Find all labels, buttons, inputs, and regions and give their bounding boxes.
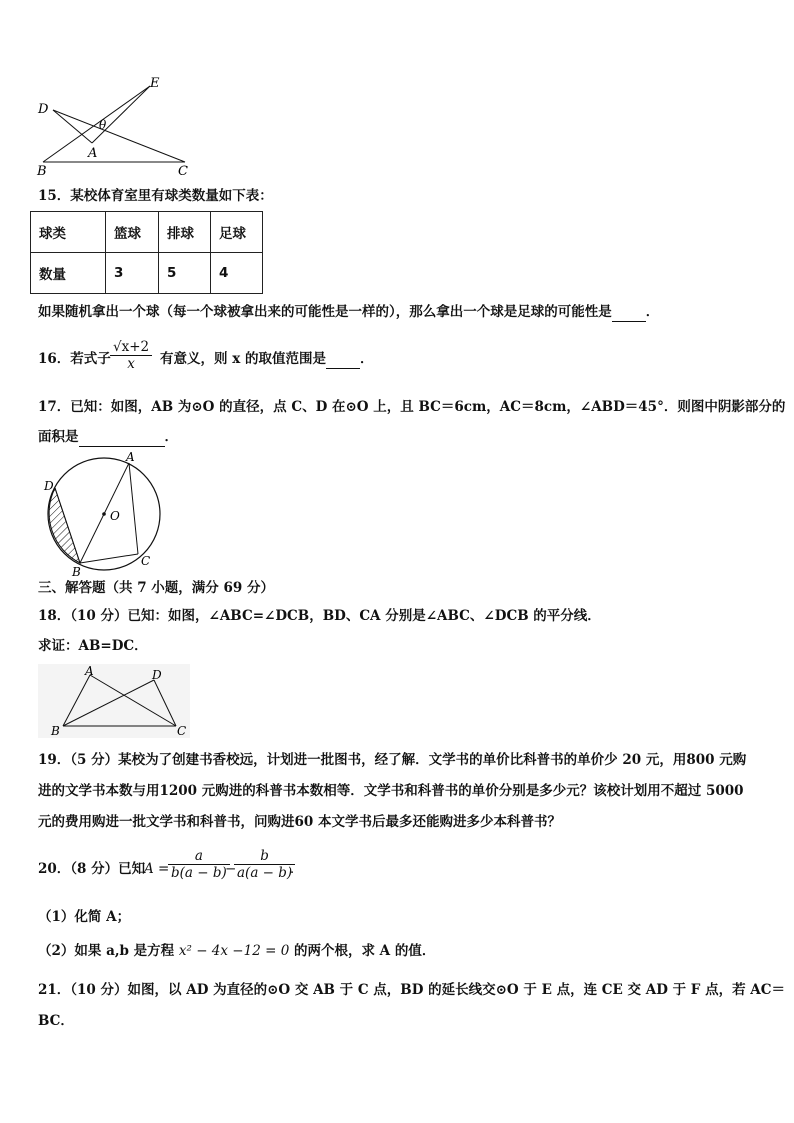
label-C: C — [141, 554, 151, 568]
circle-figure-q17 — [38, 450, 168, 580]
table-cell: 5 — [159, 253, 211, 294]
line2-prefix: 面积是 — [38, 429, 79, 445]
label-D: D — [38, 102, 49, 117]
end-mark: ． — [290, 861, 304, 877]
fraction-denominator: a(a − b) — [237, 865, 293, 881]
question-20-sub2 — [38, 942, 435, 960]
fraction-numerator: b — [234, 848, 295, 865]
label-D: D — [152, 668, 162, 682]
variable-A-equals: A = — [144, 861, 170, 877]
question-17-line2 — [38, 428, 178, 447]
label-D: D — [44, 479, 54, 493]
question-21-line2: BC． — [38, 1013, 74, 1029]
label-A: A — [88, 146, 98, 161]
question-20-prefix: 20．（8 分）已知 — [38, 861, 146, 877]
table-row-label: 数量 — [31, 253, 106, 294]
label-A: A — [85, 664, 94, 678]
table-cell: 4 — [211, 253, 263, 294]
end-mark: ． — [645, 304, 660, 320]
question-15-followup — [38, 303, 659, 322]
label-B: B — [51, 724, 60, 738]
question-18-line2: 求证：AB=DC． — [38, 638, 148, 654]
suffix-text: 有意义，则 x 的取值范围是 — [160, 351, 326, 367]
answer-blank — [79, 428, 165, 447]
table-row — [31, 253, 263, 294]
label-theta: θ — [99, 118, 107, 132]
fraction-a-over — [168, 848, 230, 881]
section-3-title: 三、解答题（共 7 小题，满分 69 分） — [38, 580, 274, 596]
answer-blank — [326, 350, 360, 369]
question-15-text: 15．某校体育室里有球类数量如下表： — [38, 188, 273, 204]
followup-text: 如果随机拿出一个球（每一个球被拿出来的可能性是一样的），那么拿出一个球是足球的可能性是 — [38, 304, 612, 320]
fraction-numerator: a — [168, 848, 230, 865]
fraction-denominator: x — [127, 356, 135, 372]
question-16-suffix — [160, 350, 373, 369]
geometry-figure-q18 — [38, 664, 190, 738]
fraction-b-over — [234, 848, 295, 881]
question-21-line1: 21．（10 分）如图，以 AD 为直径的⊙O 交 AB 于 C 点，BD 的延长线交⊙O 于 E 点，连 CE 交 AD 于 F 点，若 AC＝ — [38, 982, 786, 998]
question-18-line1: 18．（10 分）已知：如图，∠ABC=∠DCB，BD、CA 分别是∠ABC、∠DCB 的平分线． — [38, 608, 601, 624]
ball-count-table — [30, 211, 263, 294]
table-header-cell: 足球 — [211, 212, 263, 253]
end-mark: ． — [164, 429, 178, 445]
question-20-sub1: （1）化简 A； — [38, 909, 131, 925]
table-header-cell: 篮球 — [106, 212, 159, 253]
label-O: O — [110, 509, 120, 523]
question-16-prefix: 16．若式子 — [38, 351, 111, 367]
table-header-cell: 排球 — [159, 212, 211, 253]
geometry-figure-q14 — [30, 72, 210, 182]
fraction-q16 — [110, 339, 152, 372]
question-19-line1: 19．（5 分）某校为了创建书香校远，计划进一批图书，经了解．文学书的单价比科普书的单价少 20 元，用800 元购 — [38, 752, 747, 768]
label-B: B — [72, 565, 81, 579]
question-19-line2: 进的文学书本数与用1200 元购进的科普书本数相等．文学书和科普书的单价分别是多少元？该校计划用不超过 5000 — [38, 783, 744, 799]
quadratic-equation: x² − 4x −12 = 0 — [178, 943, 290, 959]
question-19-line3: 元的费用购进一批文学书和科普书，问购进60 本文学书后最多还能购进多少本科普书？ — [38, 814, 561, 830]
end-mark: ． — [359, 351, 374, 367]
table-cell: 3 — [106, 253, 159, 294]
label-E: E — [150, 76, 160, 91]
sub2-prefix: （2）如果 a,b 是方程 — [38, 943, 175, 959]
sub2-suffix: 的两个根，求 A 的值． — [293, 943, 436, 959]
label-A: A — [126, 450, 135, 464]
table-header-row — [31, 212, 263, 253]
answer-blank — [612, 303, 646, 322]
label-C: C — [177, 724, 187, 738]
fraction-denominator: b(a − b) — [171, 865, 227, 881]
question-17-line1: 17．已知：如图，AB 为⊙O 的直径，点 C、D 在⊙O 上，且 BC＝6cm，AC＝8cm，∠ABD＝45°．则图中阴影部分的 — [38, 399, 786, 415]
table-header-cell: 球类 — [31, 212, 106, 253]
fraction-numerator: √x+2 — [110, 339, 152, 356]
minus-sign: − — [225, 861, 237, 877]
label-B: B — [37, 164, 47, 179]
label-C: C — [178, 164, 188, 179]
